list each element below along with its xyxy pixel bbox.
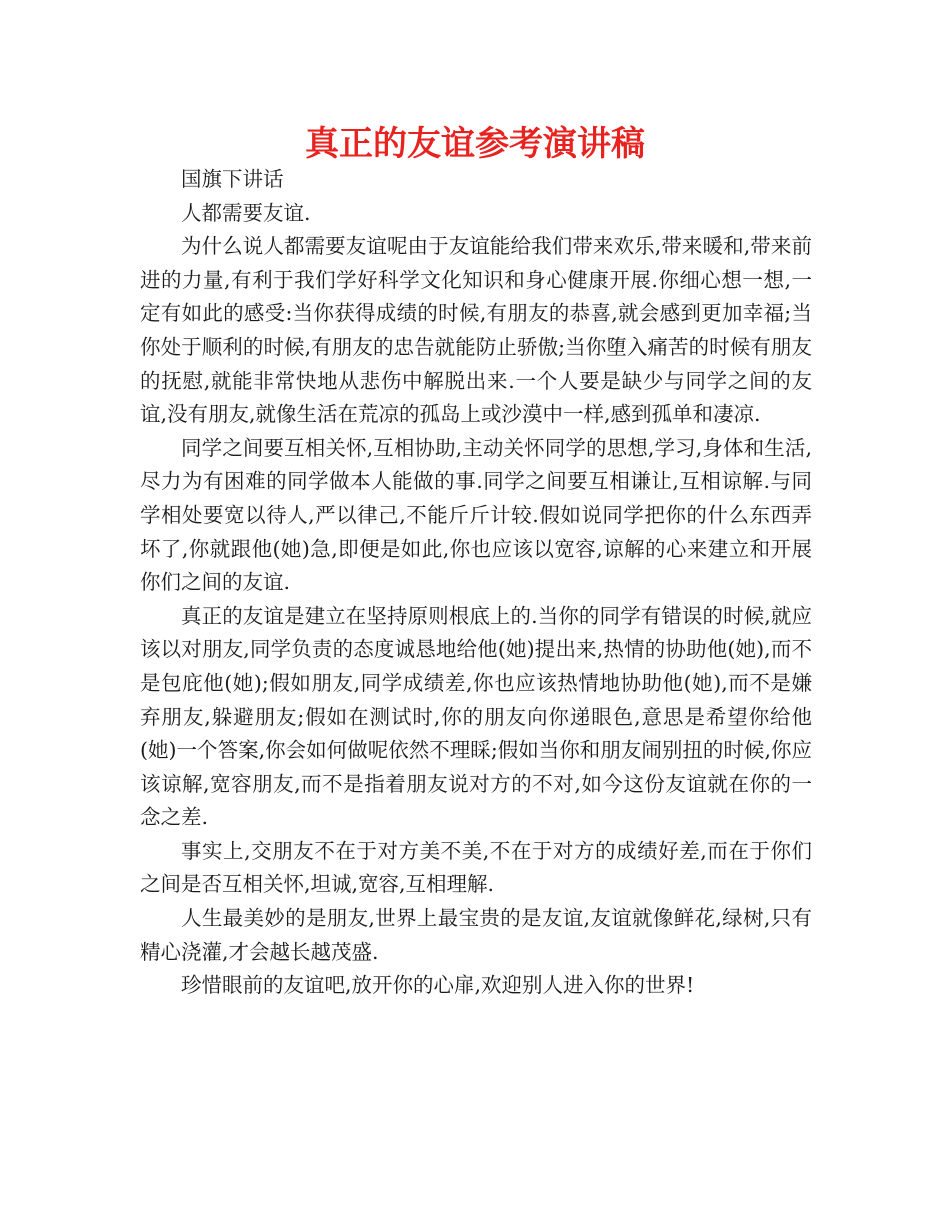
paragraph: 同学之间要互相关怀,互相协助,主动关怀同学的思想,学习,身体和生活,尽力为有困难的同学做本人能做的事.同学之间要互相谦让,互相谅解.与同学相处要宽以待人,严以律己,不能斤斤计较.假如说同学把你的什么东西弄坏了,你就跟他(她)急,即便是如此,你也应该以宽容,谅解的心来建立和开展你们之间的友谊. (140, 435, 812, 595)
document-body (140, 163, 812, 1003)
paragraph: 人生最美妙的是朋友,世界上最宝贵的是友谊,友谊就像鲜花,绿树,只有精心浇灌,才会越长越茂盛. (140, 906, 812, 964)
paragraph: 为什么说人都需要友谊呢由于友谊能给我们带来欢乐,带来暖和,带来前进的力量,有利于我们学好科学文化知识和身心健康开展.你细心想一想,一定有如此的感受:当你获得成绩的时候,有朋友的恭喜,就会感到更加幸福;当你处于顺利的时候,有朋友的忠告就能防止骄傲;当你堕入痛苦的时候有朋友的抚慰,就能非常快地从悲伤中解脱出来.一个人要是缺少与同学之间的友谊,没有朋友,就像生活在荒凉的孤岛上或沙漠中一样,感到孤单和凄凉. (140, 234, 812, 427)
paragraph: 珍惜眼前的友谊吧,放开你的心扉,欢迎别人进入你的世界! (181, 973, 695, 998)
document-title: 真正的友谊参考演讲稿 (305, 124, 645, 164)
paragraph: 真正的友谊是建立在坚持原则根底上的.当你的同学有错误的时候,就应该以对朋友,同学负责的态度诚恳地给他(她)提出来,热情的协助他(她),而不是包庇他(她);假如朋友,同学成绩差,你也应该热情地协助他(她),而不是嫌弃朋友,躲避朋友;假如在测试时,你的朋友向你递眼色,意思是希望你给他(她)一个答案,你会如何做呢依然不理睬;假如当你和朋友闹别扭的时候,你应该谅解,宽容朋友,而不是指着朋友说对方的不对,如今这份友谊就在你的一念之差. (140, 603, 812, 830)
paragraph: 国旗下讲话 (181, 167, 284, 191)
paragraph: 事实上,交朋友不在于对方美不美,不在于对方的成绩好差,而在于你们之间是否互相关怀,坦诚,宽容,互相理解. (140, 838, 812, 897)
paragraph: 人都需要友谊. (181, 200, 311, 225)
